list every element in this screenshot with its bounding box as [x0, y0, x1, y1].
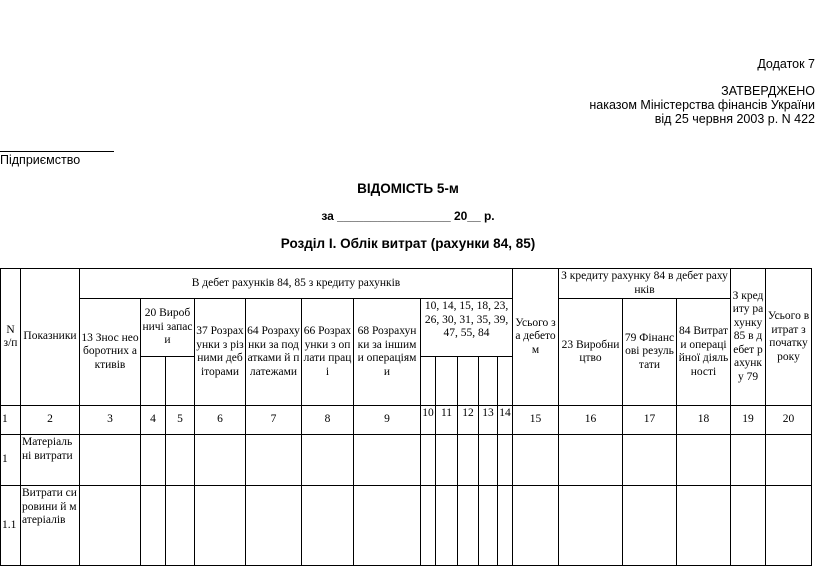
- column-number: 1: [1, 406, 21, 435]
- empty-cell: [677, 435, 731, 486]
- empty-cell: [436, 435, 458, 486]
- empty-cell: [421, 435, 436, 486]
- enterprise-signature-line: [0, 151, 114, 152]
- column-number: 18: [677, 406, 731, 435]
- column-number: 4: [141, 406, 166, 435]
- header-total-debit: Усього за дебетом: [513, 269, 559, 406]
- row-label: Матеріальні витрати: [21, 435, 80, 486]
- approval-date: від 25 червня 2003 р. N 422: [654, 112, 815, 126]
- subcell: [436, 357, 458, 406]
- row-label: Витрати сировини й матеріалів: [21, 486, 80, 566]
- column-number-row: [1, 406, 812, 435]
- empty-cell: [421, 486, 436, 566]
- empty-cell: [731, 486, 766, 566]
- approved-label: ЗАТВЕРДЖЕНО: [721, 84, 815, 98]
- column-number: 17: [623, 406, 677, 435]
- header-account-13: 13 Знос необоротних активів: [80, 299, 141, 406]
- header-credit-85: З кредиту рахунку 85 в дебет рахунку 79: [731, 269, 766, 406]
- empty-cell: [195, 435, 246, 486]
- header-other-accounts: 10, 14, 15, 18, 23, 26, 30, 31, 35, 39, 47, 55, 84: [421, 299, 513, 357]
- column-number: 2: [21, 406, 80, 435]
- column-number: 8: [302, 406, 354, 435]
- empty-cell: [458, 435, 479, 486]
- section-title: Розділ І. Облік витрат (рахунки 84, 85): [280, 236, 536, 251]
- empty-cell: [141, 486, 166, 566]
- column-number: 10: [421, 406, 436, 435]
- header-credit-84: 84 Витрати операційної діяльності: [677, 299, 731, 406]
- table-row: [1, 435, 812, 486]
- empty-cell: [513, 486, 559, 566]
- subcell: [166, 357, 195, 406]
- column-number: 16: [559, 406, 623, 435]
- empty-cell: [498, 435, 513, 486]
- empty-cell: [623, 486, 677, 566]
- empty-cell: [677, 486, 731, 566]
- empty-cell: [559, 486, 623, 566]
- enterprise-label: Підприємство: [0, 153, 81, 167]
- header-total-costs: Усього витрат з початку року: [766, 269, 812, 406]
- empty-cell: [436, 486, 458, 566]
- annex-label: Додаток 7: [757, 57, 815, 71]
- header-account-64: 64 Розрахунки за податками й платежами: [246, 299, 302, 406]
- empty-cell: [513, 435, 559, 486]
- column-number: 15: [513, 406, 559, 435]
- empty-cell: [623, 435, 677, 486]
- row-number: 1: [1, 435, 21, 486]
- subcell: [458, 357, 479, 406]
- empty-cell: [479, 486, 498, 566]
- empty-cell: [80, 435, 141, 486]
- empty-cell: [498, 486, 513, 566]
- empty-cell: [141, 435, 166, 486]
- header-account-66: 66 Розрахунки з оплати праці: [302, 299, 354, 406]
- subcell: [498, 357, 513, 406]
- empty-cell: [302, 435, 354, 486]
- column-number: 19: [731, 406, 766, 435]
- column-number: 9: [354, 406, 421, 435]
- empty-cell: [354, 435, 421, 486]
- empty-cell: [246, 486, 302, 566]
- empty-cell: [246, 435, 302, 486]
- header-indicators: Показники: [21, 269, 80, 406]
- empty-cell: [731, 435, 766, 486]
- subcell: [141, 357, 166, 406]
- document-period: за _________________ 20__ р.: [321, 209, 495, 223]
- column-number: 3: [80, 406, 141, 435]
- column-number: 13: [479, 406, 498, 435]
- header-account-20: 20 Виробничі запаси: [141, 299, 195, 357]
- column-number: 14: [498, 406, 513, 435]
- header-row-number: N з/п: [1, 269, 21, 406]
- empty-cell: [166, 435, 195, 486]
- empty-cell: [559, 435, 623, 486]
- empty-cell: [166, 486, 195, 566]
- empty-cell: [458, 486, 479, 566]
- empty-cell: [80, 486, 141, 566]
- empty-cell: [766, 435, 812, 486]
- empty-cell: [302, 486, 354, 566]
- row-number: 1.1: [1, 486, 21, 566]
- empty-cell: [479, 435, 498, 486]
- header-account-68: 68 Розрахунки за іншими операціями: [354, 299, 421, 406]
- table-row: [1, 486, 812, 566]
- column-number: 12: [458, 406, 479, 435]
- column-number: 6: [195, 406, 246, 435]
- empty-cell: [766, 486, 812, 566]
- column-number: 11: [436, 406, 458, 435]
- header-credit-79: 79 Фінансові результати: [623, 299, 677, 406]
- column-number: 7: [246, 406, 302, 435]
- header-credit-23: 23 Виробництво: [559, 299, 623, 406]
- subcell: [421, 357, 436, 406]
- column-number: 5: [166, 406, 195, 435]
- approval-order: наказом Міністерства фінансів України: [589, 98, 815, 112]
- header-credit-group: З кредиту рахунку 84 в дебет рахунків: [559, 269, 731, 299]
- cost-ledger-table: [0, 268, 812, 566]
- header-debit-group: В дебет рахунків 84, 85 з кредиту рахунків: [80, 269, 513, 299]
- column-number: 20: [766, 406, 812, 435]
- empty-cell: [195, 486, 246, 566]
- header-account-37: 37 Розрахунки з різними дебіторами: [195, 299, 246, 406]
- document-title: ВІДОМІСТЬ 5-м: [357, 181, 459, 196]
- empty-cell: [354, 486, 421, 566]
- subcell: [479, 357, 498, 406]
